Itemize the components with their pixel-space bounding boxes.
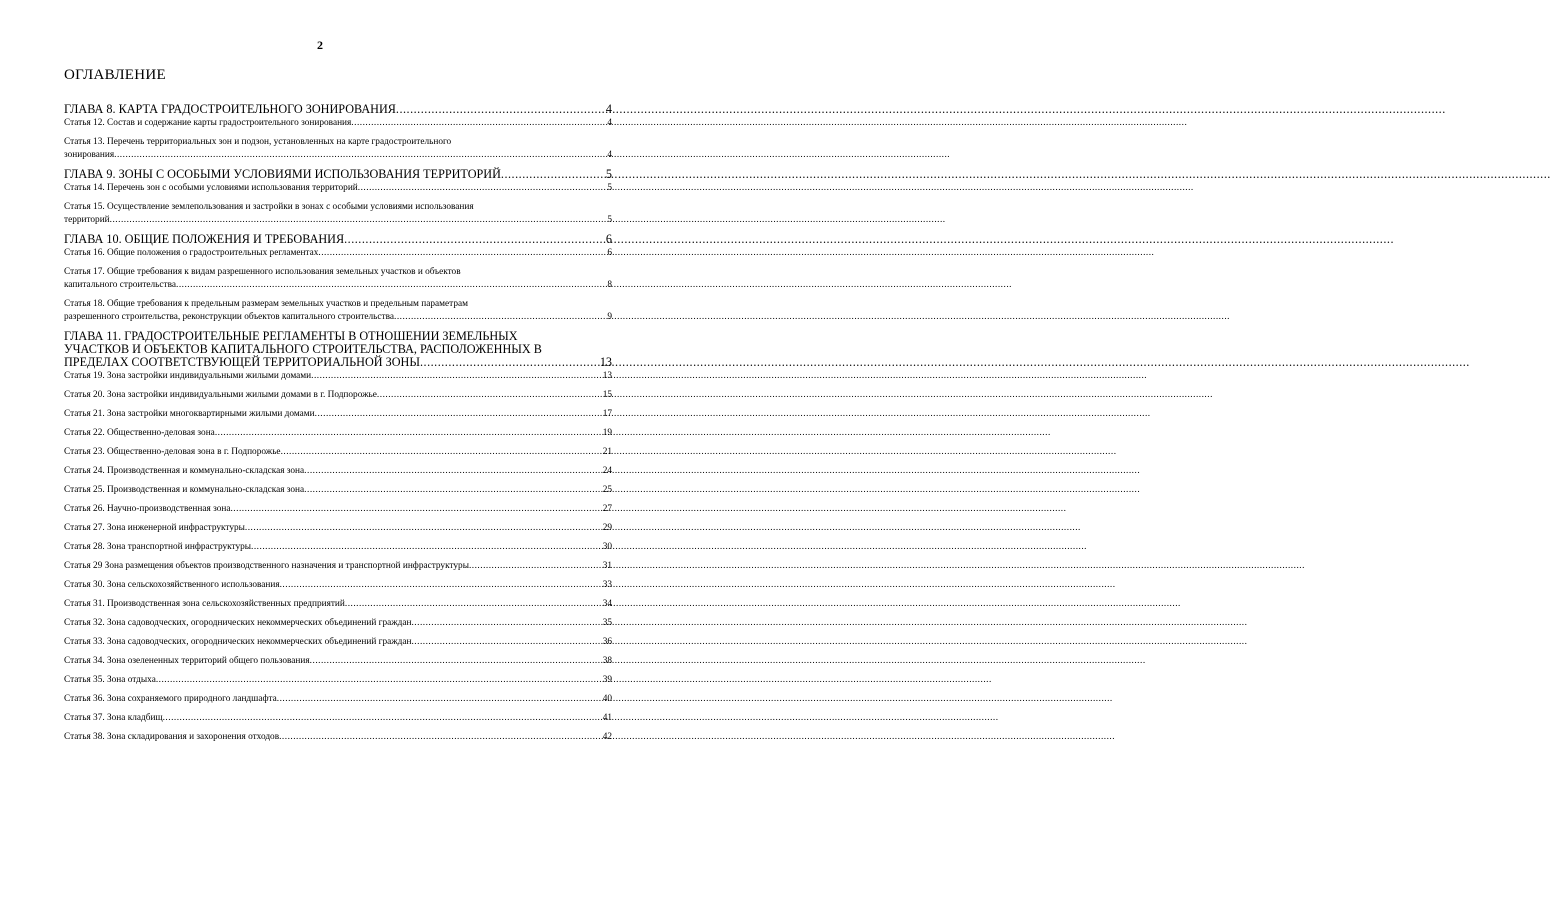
toc-page-number: 8: [607, 280, 612, 290]
dot-leader: [110, 214, 607, 227]
toc-page-number: 6: [607, 248, 612, 258]
dot-leader: [469, 560, 602, 573]
toc-entry-title: ГЛАВА 8. КАРТА ГРАДОСТРОИТЕЛЬНОГО ЗОНИРОВАНИЯ: [64, 102, 396, 116]
dot-leader: [411, 636, 601, 649]
toc-entry-title: Статья 14. Перечень зон с особыми условиями использования территорий: [64, 183, 358, 193]
toc-article-entry[interactable]: [64, 522, 612, 535]
toc-article-entry[interactable]: [64, 541, 612, 554]
toc-entry-title: Статья 24. Производственная и коммунально-складская зона: [64, 466, 305, 476]
toc-page-number: 13: [602, 371, 612, 381]
toc-article-entry[interactable]: [64, 136, 612, 162]
dot-leader: [215, 427, 602, 440]
toc-page-number: 30: [602, 542, 612, 552]
toc-chapter-entry[interactable]: [64, 103, 612, 116]
dot-leader: [358, 182, 607, 195]
toc-page-number: 29: [602, 523, 612, 533]
toc-page-number: 31: [602, 561, 612, 571]
toc-page-number: 36: [602, 637, 612, 647]
dot-leader: [318, 247, 606, 260]
toc-entry-title: ГЛАВА 10. ОБЩИЕ ПОЛОЖЕНИЯ И ТРЕБОВАНИЯ: [64, 232, 345, 246]
toc-entry-title: Статья 36. Зона сохраняемого природного ландшафта: [64, 694, 277, 704]
toc-page-number: 4: [607, 150, 612, 160]
toc-entry-title: Статья 25. Производственная и коммунально-складская зона: [64, 485, 305, 495]
toc-article-entry[interactable]: [64, 465, 612, 478]
toc-entry-title: Статья 30. Зона сельскохозяйственного использования: [64, 580, 280, 590]
dot-leader: [310, 655, 602, 668]
toc-page-number: 24: [602, 466, 612, 476]
toc-article-entry[interactable]: [64, 389, 612, 402]
toc-page-number: 4: [605, 102, 612, 116]
toc-entry-title-line: Статья 13. Перечень территориальных зон и подзон, установленных на карте градостроительного: [64, 137, 452, 147]
toc-entry-title: разрешенного строительства, реконструкции объектов капитального строительства: [64, 312, 394, 322]
toc-page-number: 27: [602, 504, 612, 514]
toc-page-number: 34: [602, 599, 612, 609]
toc-article-entry[interactable]: [64, 560, 612, 573]
toc-article-entry[interactable]: [64, 298, 612, 324]
toc-entry-title: Статья 37. Зона кладбищ: [64, 713, 163, 723]
toc-entry-title: ПРЕДЕЛАХ СООТВЕТСТВУЮЩЕЙ ТЕРРИТОРИАЛЬНОЙ ЗОНЫ: [64, 355, 420, 369]
toc-page-number: 6: [605, 232, 612, 246]
toc-entry-title: Статья 28. Зона транспортной инфраструктуры: [64, 542, 252, 552]
toc-article-entry[interactable]: [64, 636, 612, 649]
toc-entry-title: Статья 29 Зона размещения объектов производственного назначения и транспортной инфраструктуры: [64, 561, 469, 571]
dot-leader: [344, 233, 605, 246]
toc-page-number: 40: [602, 694, 612, 704]
toc-article-entry[interactable]: [64, 579, 612, 592]
toc-entry-title-line: Статья 18. Общие требования к предельным размерам земельных участков и предельным параметрам: [64, 299, 468, 309]
toc-article-entry[interactable]: [64, 182, 612, 195]
dot-leader: [411, 617, 601, 630]
dot-leader: [304, 465, 602, 478]
toc-entry-title-line: УЧАСТКОВ И ОБЪЕКТОВ КАПИТАЛЬНОГО СТРОИТЕЛЬСТВА, РАСПОЛОЖЕННЫХ В: [64, 342, 542, 356]
toc-article-entry[interactable]: [64, 427, 612, 440]
toc-entry-title-line: ГЛАВА 11. ГРАДОСТРОИТЕЛЬНЫЕ РЕГЛАМЕНТЫ В ОТНОШЕНИИ ЗЕМЕЛЬНЫХ: [64, 329, 518, 343]
dot-leader: [501, 168, 605, 181]
dot-leader: [277, 693, 602, 706]
toc-entry-title: зонирования: [64, 150, 115, 160]
dot-leader: [251, 541, 602, 554]
dot-leader: [396, 103, 605, 116]
toc-entry-title: Статья 20. Зона застройки индивидуальными жилыми домами в г. Подпорожье: [64, 390, 377, 400]
toc-entry-title: Статья 31. Производственная зона сельскохозяйственных предприятий: [64, 599, 345, 609]
page-number: 2: [317, 38, 323, 52]
toc-page-number: 39: [602, 675, 612, 685]
toc-page-number: 5: [607, 215, 612, 225]
toc-entry-title: территорий: [64, 215, 110, 225]
toc-entry-title: капитального строительства: [64, 280, 176, 290]
toc-article-entry[interactable]: [64, 503, 612, 516]
dot-leader: [281, 446, 602, 459]
toc-entry-title-line: Статья 17. Общие требования к видам разрешенного использования земельных участков и объектов: [64, 267, 461, 277]
toc-entry-title: Статья 23. Общественно-деловая зона в г. Подпорожье: [64, 447, 281, 457]
dot-leader: [114, 149, 606, 162]
dot-leader: [315, 408, 602, 421]
toc-page-number: 42: [602, 732, 612, 742]
toc-page-number: 35: [602, 618, 612, 628]
toc-page-number: 17: [602, 409, 612, 419]
toc-chapter-entry[interactable]: [64, 168, 612, 181]
dot-leader: [311, 370, 602, 383]
toc-article-entry[interactable]: [64, 117, 612, 130]
toc-page-number: 25: [602, 485, 612, 495]
toc-entry-title: Статья 27. Зона инженерной инфраструктуры: [64, 523, 245, 533]
toc-article-entry[interactable]: [64, 731, 612, 744]
toc-entry-title: ГЛАВА 9. ЗОНЫ С ОСОБЫМИ УСЛОВИЯМИ ИСПОЛЬЗОВАНИЯ ТЕРРИТОРИЙ: [64, 167, 501, 181]
toc-article-entry[interactable]: [64, 712, 612, 725]
dot-leader: [280, 579, 602, 592]
toc-chapter-entry[interactable]: [64, 330, 612, 369]
dot-leader: [394, 311, 606, 324]
dot-leader: [377, 389, 602, 402]
toc-page-number: 4: [607, 118, 612, 128]
toc-entry-title: Статья 38. Зона складирования и захоронения отходов: [64, 732, 280, 742]
dot-leader: [176, 279, 606, 292]
toc-article-entry[interactable]: [64, 617, 612, 630]
dot-leader: [345, 598, 602, 611]
toc-entry-title-line: Статья 15. Осуществление землепользования и застройки в зонах с особыми условиями использования: [64, 202, 474, 212]
dot-leader: [304, 484, 602, 497]
dot-leader: [230, 503, 601, 516]
toc-entry-title: Статья 12. Состав и содержание карты градостроительного зонирования: [64, 118, 352, 128]
toc-entry-title: Статья 21. Зона застройки многоквартирными жилыми домами: [64, 409, 315, 419]
toc-entry-title: Статья 34. Зона озелененных территорий общего пользования: [64, 656, 310, 666]
dot-leader: [163, 712, 602, 725]
toc-article-entry[interactable]: [64, 266, 612, 292]
toc-article-entry[interactable]: [64, 598, 612, 611]
toc-article-entry[interactable]: [64, 674, 612, 687]
toc-title: ОГЛАВЛЕНИЕ: [64, 67, 166, 83]
toc-entry-title: Статья 19. Зона застройки индивидуальными жилыми домами: [64, 371, 312, 381]
toc-article-entry[interactable]: [64, 484, 612, 497]
toc-article-entry[interactable]: [64, 693, 612, 706]
toc-page-number: 5: [607, 183, 612, 193]
toc-article-entry[interactable]: [64, 408, 612, 421]
toc-entry-title: Статья 26. Научно-производственная зона: [64, 504, 231, 514]
toc-entry-title: Статья 35. Зона отдыха: [64, 675, 156, 685]
toc-entry-title: Статья 22. Общественно-деловая зона: [64, 428, 215, 438]
toc-page-number: 13: [599, 355, 612, 369]
toc-article-entry[interactable]: [64, 247, 612, 260]
toc-page-number: 9: [607, 312, 612, 322]
toc-article-entry[interactable]: [64, 370, 612, 383]
toc-article-entry[interactable]: [64, 201, 612, 227]
toc-entry-title: Статья 33. Зона садоводческих, огороднических некоммерческих объединений граждан: [64, 637, 412, 647]
toc-entry-title: Статья 16. Общие положения о градостроительных регламентах: [64, 248, 319, 258]
toc-page-number: 41: [602, 713, 612, 723]
toc-page-number: 33: [602, 580, 612, 590]
dot-leader: [245, 522, 602, 535]
toc-page-number: 5: [605, 167, 612, 181]
toc-article-entry[interactable]: [64, 446, 612, 459]
dot-leader: [420, 356, 599, 369]
toc-page-number: 15: [602, 390, 612, 400]
toc-entry-title: Статья 32. Зона садоводческих, огороднических некоммерческих объединений граждан: [64, 618, 412, 628]
table-of-contents: [64, 100, 612, 750]
toc-page-number: 21: [602, 447, 612, 457]
toc-article-entry[interactable]: [64, 655, 612, 668]
toc-page-number: 19: [602, 428, 612, 438]
dot-leader: [351, 117, 606, 130]
toc-chapter-entry[interactable]: [64, 233, 612, 246]
dot-leader: [279, 731, 602, 744]
dot-leader: [156, 674, 602, 687]
toc-page-number: 38: [602, 656, 612, 666]
